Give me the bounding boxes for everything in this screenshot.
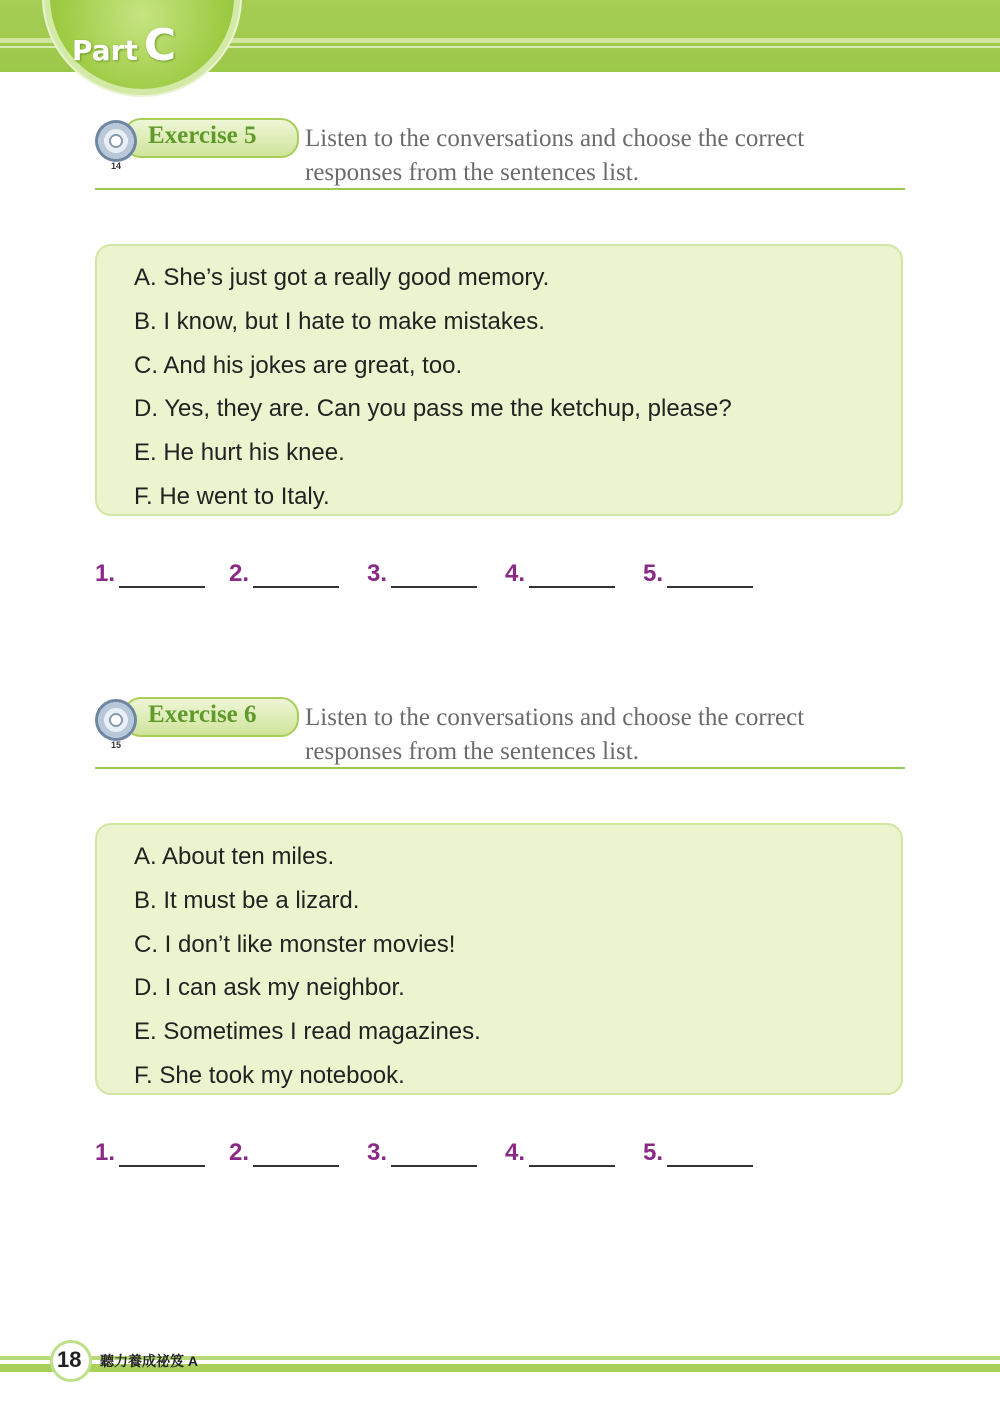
answer-blank[interactable]	[253, 564, 339, 588]
answer-item	[505, 560, 615, 588]
sentence-option: E. He hurt his knee.	[134, 439, 345, 467]
answer-blank[interactable]	[667, 564, 753, 588]
answer-number: 4.	[505, 1139, 526, 1166]
cd-icon	[95, 120, 137, 162]
answer-blank[interactable]	[667, 1143, 753, 1167]
sentence-option: C. And his jokes are great, too.	[134, 351, 463, 379]
exercise-5-sentence-list	[95, 244, 903, 516]
exercise-5-answers	[95, 560, 905, 594]
answer-number: 2.	[229, 560, 250, 587]
exercise-5-header	[95, 118, 905, 194]
answer-number: 1.	[95, 560, 116, 587]
answer-number: 4.	[505, 560, 526, 587]
sentence-option: F. He went to Italy.	[134, 482, 330, 510]
answer-number: 2.	[229, 1139, 250, 1166]
exercise-title: Exercise 5	[148, 122, 257, 149]
answer-item	[229, 1139, 339, 1167]
header-underline	[95, 188, 905, 190]
sentence-option: F. She took my notebook.	[134, 1061, 405, 1089]
answer-item	[229, 560, 339, 588]
book-title: 聽力養成祕笈 A	[100, 1353, 198, 1369]
answer-blank[interactable]	[119, 564, 205, 588]
part-letter: C	[143, 20, 177, 71]
answer-blank[interactable]	[529, 564, 615, 588]
exercise-instruction	[305, 701, 905, 769]
header-underline	[95, 767, 905, 769]
answer-blank[interactable]	[253, 1143, 339, 1167]
sentence-option: A. She’s just got a really good memory.	[134, 264, 550, 291]
answer-item	[367, 1139, 477, 1167]
sentence-option: E. Sometimes I read magazines.	[134, 1018, 481, 1046]
answer-number: 3.	[367, 560, 388, 587]
answer-item	[505, 1139, 615, 1167]
answer-item	[643, 560, 753, 588]
sentence-option: C. I don’t like monster movies!	[134, 930, 456, 958]
answer-item	[95, 560, 205, 588]
answer-blank[interactable]	[529, 1143, 615, 1167]
exercise-6-sentence-list	[95, 823, 903, 1095]
sentence-option: D. Yes, they are. Can you pass me the ketchup, please?	[134, 395, 732, 423]
sentence-option: A. About ten miles.	[134, 843, 335, 870]
answer-number: 5.	[643, 1139, 664, 1166]
page-number: 18	[57, 1347, 82, 1372]
part-word: Part	[72, 34, 138, 67]
track-number: 14	[111, 161, 122, 171]
answer-blank[interactable]	[119, 1143, 205, 1167]
cd-icon	[95, 699, 137, 741]
answer-blank[interactable]	[391, 564, 477, 588]
instruction-line: Listen to the conversations and choose the correct	[305, 125, 805, 152]
answer-number: 3.	[367, 1139, 388, 1166]
sentence-option: D. I can ask my neighbor.	[134, 974, 405, 1002]
exercise-instruction	[305, 122, 905, 190]
exercise-6-answers	[95, 1139, 905, 1173]
track-number: 15	[111, 740, 122, 750]
part-label	[72, 20, 176, 71]
answer-number: 5.	[643, 560, 664, 587]
answer-item	[643, 1139, 753, 1167]
answer-item	[95, 1139, 205, 1167]
exercise-6-header	[95, 697, 905, 773]
instruction-line: responses from the sentences list.	[305, 159, 639, 186]
answer-number: 1.	[95, 1139, 116, 1166]
answer-item	[367, 560, 477, 588]
sentence-option: B. It must be a lizard.	[134, 886, 360, 914]
exercise-title: Exercise 6	[148, 701, 257, 728]
answer-blank[interactable]	[391, 1143, 477, 1167]
sentence-option: B. I know, but I hate to make mistakes.	[134, 307, 545, 335]
instruction-line: Listen to the conversations and choose the correct	[305, 704, 805, 731]
instruction-line: responses from the sentences list.	[305, 738, 639, 765]
